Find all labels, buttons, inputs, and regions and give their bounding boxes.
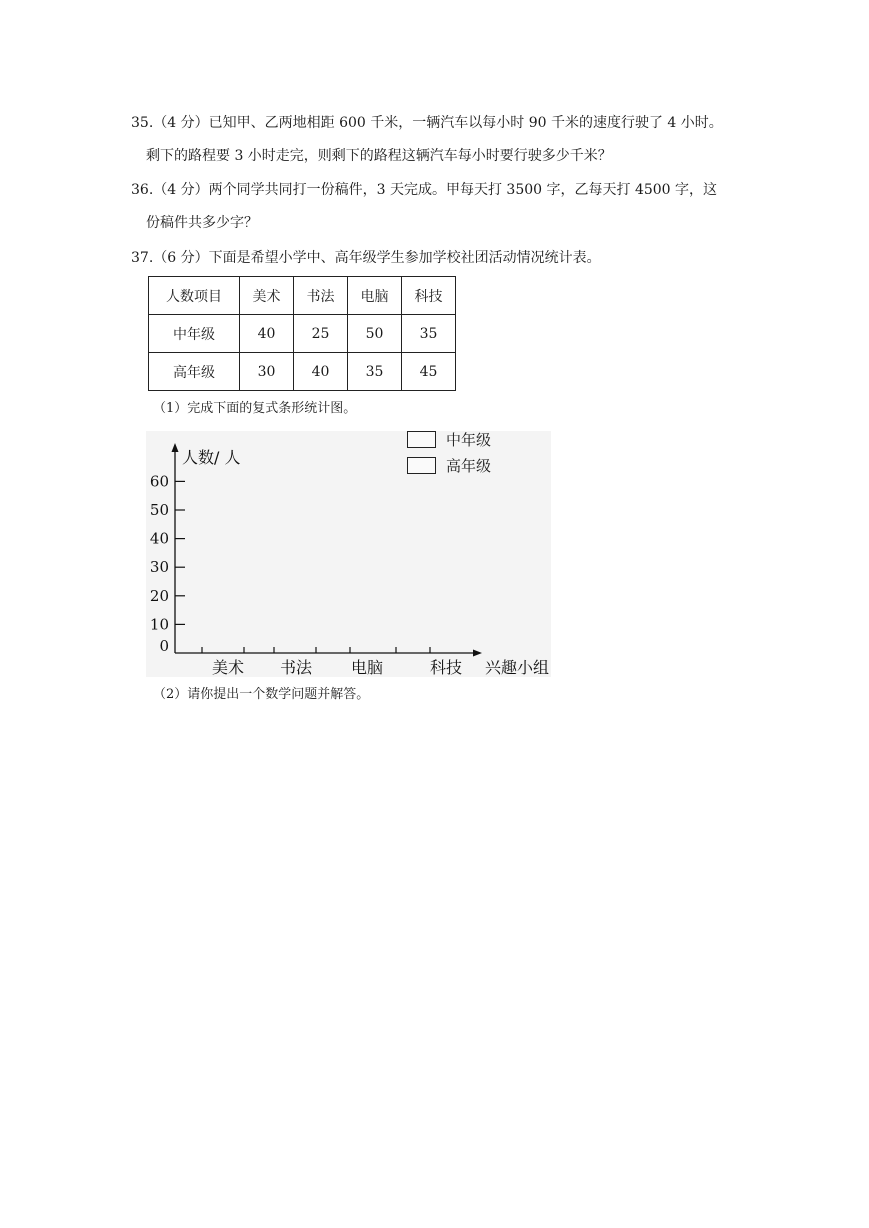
- category-label: 美术: [211, 658, 245, 677]
- x-axis-arrow: [473, 650, 482, 657]
- y-axis-label: 人数/ 人: [182, 448, 241, 467]
- table-cell: 35: [348, 353, 402, 391]
- y-tick-label: 30: [149, 558, 169, 577]
- table-cell: 25: [294, 315, 348, 353]
- table-header-row: [149, 277, 456, 315]
- table-cell: 高年级: [149, 353, 240, 391]
- table-cell: 40: [240, 315, 294, 353]
- category-label: 书法: [279, 658, 313, 677]
- table-cell: 35: [402, 315, 456, 353]
- bar-chart: [146, 431, 551, 677]
- y-tick-label: 60: [149, 472, 169, 491]
- question-36-line2: 份稿件共多少字？: [146, 215, 258, 231]
- question-35-line2: 剩下的路程要 3 小时走完，则剩下的路程这辆汽车每小时要行驶多少千米？: [146, 148, 612, 164]
- y-tick-label: 0: [159, 637, 169, 655]
- y-tick-label: 50: [149, 501, 169, 519]
- question-35-line1: 35.（4 分）已知甲、乙两地相距 600 千米，一辆汽车以每小时 90 千米的速度行驶了 4 小时。: [131, 115, 723, 131]
- category-label: 科技: [429, 658, 463, 677]
- question-36-line1: 36.（4 分）两个同学共同打一份稿件，3 天完成。甲每天打 3500 字，乙每天打 4500 字，这: [131, 182, 718, 198]
- table-row: [149, 353, 456, 391]
- table-header-cell: 书法: [294, 277, 348, 315]
- x-axis-label: 兴趣小组: [485, 658, 550, 677]
- statistics-table: [148, 276, 456, 391]
- table-cell: 40: [294, 353, 348, 391]
- table-cell: 50: [348, 315, 402, 353]
- table-header-cell: 电脑: [348, 277, 402, 315]
- y-tick-label: 40: [149, 529, 169, 548]
- table-header-cell: 科技: [402, 277, 456, 315]
- sub-question-2: （2）请你提出一个数学问题并解答。: [153, 687, 370, 702]
- table-cell: 45: [402, 353, 456, 391]
- legend-swatch-middle-grade: [407, 431, 436, 448]
- table-header-cell: 人数项目: [149, 277, 240, 315]
- table-cell: 30: [240, 353, 294, 391]
- sub-question-1: （1）完成下面的复式条形统计图。: [153, 401, 357, 416]
- table-header-cell: 美术: [240, 277, 294, 315]
- category-label: 电脑: [350, 658, 384, 677]
- y-tick-label: 10: [149, 615, 169, 634]
- table-row: [149, 315, 456, 353]
- question-37-line1: 37.（6 分）下面是希望小学中、高年级学生参加学校社团活动情况统计表。: [131, 250, 601, 266]
- table-cell: 中年级: [149, 315, 240, 353]
- y-axis-arrow: [172, 443, 179, 452]
- legend-label-upper-grade: 高年级: [446, 457, 492, 475]
- y-tick-label: 20: [149, 586, 169, 605]
- legend-swatch-upper-grade: [407, 457, 436, 474]
- legend-label-middle-grade: 中年级: [446, 431, 492, 449]
